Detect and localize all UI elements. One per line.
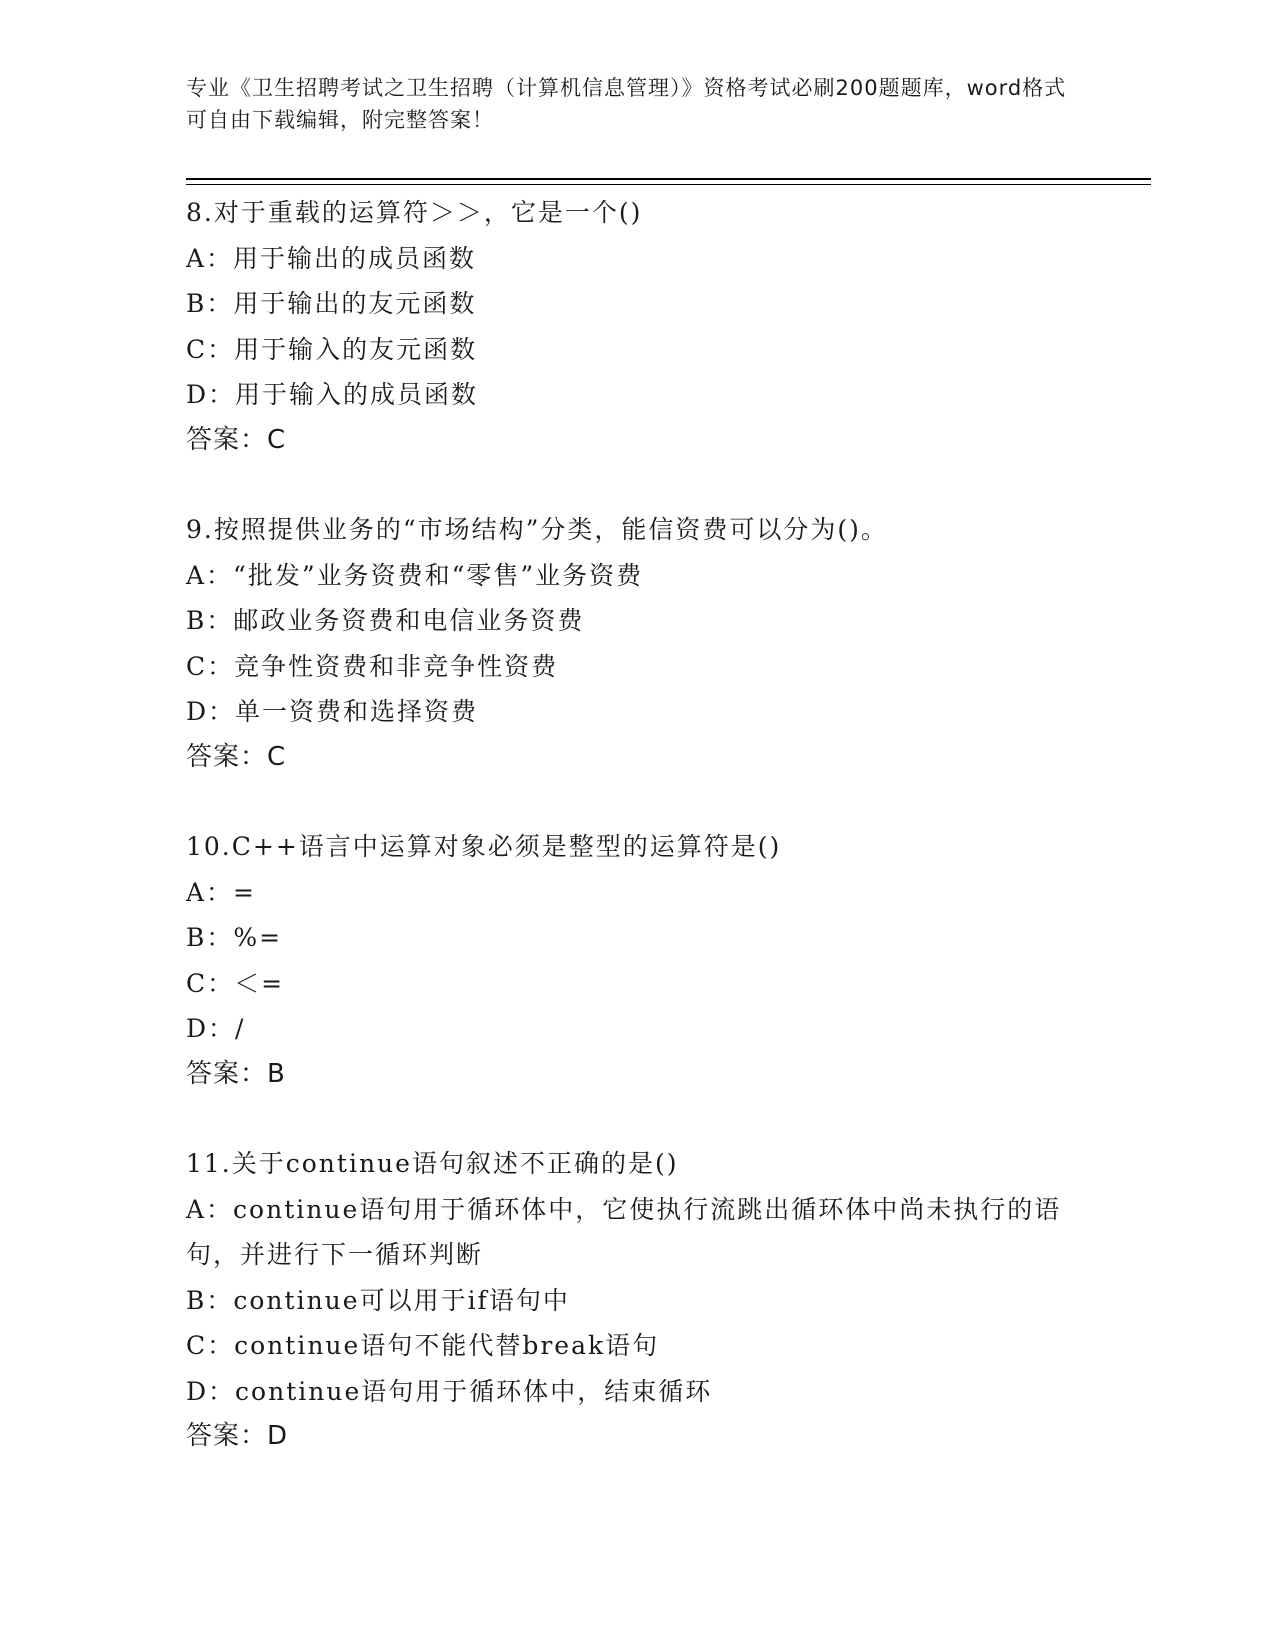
option-a: A：continue语句用于循环体中，它使执行流跳出循环体中尚未执行的语句，并进行下一循环判断 (186, 1194, 1062, 1269)
question-10 (186, 824, 1086, 1097)
answer-line: 答案：C (186, 424, 287, 455)
answer-line: 答案：C (186, 741, 287, 772)
question-stem: 10.C++语言中运算对象必须是整型的运算符是() (186, 832, 782, 861)
option-c: C：＜= (186, 968, 285, 998)
option-a: A：用于输出的成员函数 (186, 243, 477, 273)
question-stem: 9.按照提供业务的“市场结构”分类，能信资费可以分为()。 (186, 515, 888, 544)
option-b: B：用于输出的友元函数 (186, 289, 477, 318)
header-divider-thin (186, 184, 1151, 185)
option-a: A：= (186, 877, 257, 907)
option-c: C：竞争性资费和非竞争性资费 (186, 651, 559, 681)
option-c: C：用于输入的友元函数 (186, 334, 478, 364)
question-11 (186, 1141, 1086, 1460)
question-8 (186, 190, 1086, 463)
question-list (186, 190, 1086, 1504)
option-d: D：用于输入的成员函数 (186, 380, 479, 409)
option-d: D：单一资费和选择资费 (186, 697, 479, 726)
option-b: B：%= (186, 923, 283, 952)
option-d: D：/ (186, 1014, 246, 1043)
answer-line: 答案：B (186, 1058, 286, 1089)
question-9 (186, 507, 1086, 780)
question-stem: 8.对于重载的运算符＞＞，它是一个() (186, 198, 643, 227)
option-d: D：continue语句用于循环体中，结束循环 (186, 1376, 713, 1406)
option-b: B：邮政业务资费和电信业务资费 (186, 606, 585, 635)
option-b: B：continue可以用于if语句中 (186, 1285, 570, 1315)
option-a: A：“批发”业务资费和“零售”业务资费 (186, 560, 644, 590)
document-header: 专业《卫生招聘考试之卫生招聘（计算机信息管理）》资格考试必刷200题题库，word格式可自由下载编辑，附完整答案！ (186, 76, 1067, 132)
option-c: C：continue语句不能代替break语句 (186, 1331, 660, 1360)
answer-line: 答案：D (186, 1421, 289, 1451)
question-stem: 11.关于continue语句叙述不正确的是() (186, 1149, 679, 1178)
header-divider-thick (186, 178, 1151, 180)
